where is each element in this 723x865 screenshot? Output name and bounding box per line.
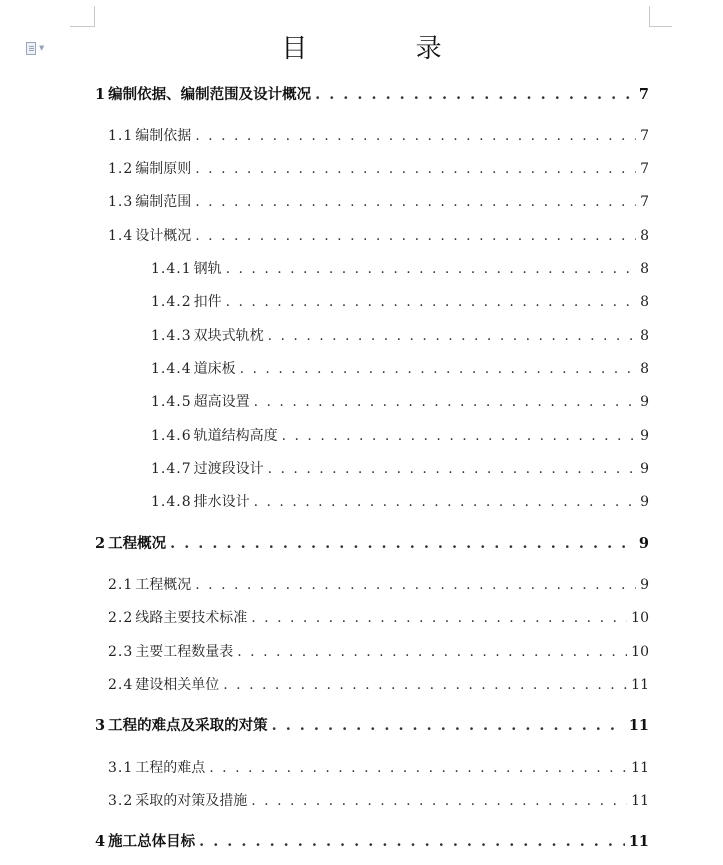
toc-entry-level-2[interactable] — [108, 676, 649, 694]
toc-dot-leader — [315, 86, 635, 104]
toc-entry-label: 编制依据 — [135, 128, 192, 144]
toc-entry-level-2[interactable] — [108, 160, 649, 178]
toc-entry-level-3[interactable] — [151, 493, 649, 511]
toc-entry-page-number: 8 — [640, 294, 649, 310]
toc-entry-page-number: 8 — [640, 261, 649, 277]
toc-entry-number: 2.4 — [108, 677, 134, 693]
toc-entry-level-3[interactable] — [151, 460, 649, 478]
toc-entry-number: 1.4.5 — [151, 394, 192, 410]
toc-entry-page-number: 10 — [631, 644, 649, 660]
toc-entry-number: 2.3 — [108, 644, 134, 660]
toc-entry-label: 建设相关单位 — [135, 677, 220, 693]
toc-dot-leader — [272, 717, 625, 735]
toc-entry-number: 1.2 — [108, 161, 134, 177]
toc-entry-label: 设计概况 — [135, 228, 192, 244]
toc-dot-leader — [223, 676, 627, 694]
toc-entry-label: 超高设置 — [193, 394, 250, 410]
toc-entry-page-number: 9 — [640, 394, 649, 410]
toc-dot-leader — [195, 576, 636, 594]
toc-dot-leader — [251, 609, 627, 627]
toc-entry-page-number: 7 — [640, 194, 649, 210]
toc-entry-label: 线路主要技术标准 — [135, 610, 248, 626]
toc-entry-label: 过渡段设计 — [193, 461, 264, 477]
toc-entry-level-2[interactable] — [108, 127, 649, 145]
toc-dot-leader — [268, 460, 636, 478]
toc-entry-level-3[interactable] — [151, 293, 649, 311]
toc-dot-leader — [209, 759, 627, 777]
toc-entry-level-2[interactable] — [108, 792, 649, 810]
toc-entry-label: 主要工程数量表 — [135, 644, 234, 660]
toc-entry-number: 3.2 — [108, 793, 134, 809]
toc-entry-level-3[interactable] — [151, 327, 649, 345]
toc-dot-leader — [226, 260, 636, 278]
toc-entry-page-number: 9 — [640, 577, 649, 593]
chevron-down-icon: ▼ — [39, 44, 45, 52]
toc-entry-level-1[interactable] — [95, 86, 649, 104]
toc-dot-leader — [195, 160, 636, 178]
toc-entry-page-number: 11 — [631, 677, 649, 693]
toc-entry-page-number: 8 — [640, 328, 649, 344]
toc-entry-label: 采取的对策及措施 — [135, 793, 248, 809]
toc-entry-label: 轨道结构高度 — [193, 428, 278, 444]
toc-entry-level-1[interactable] — [95, 833, 649, 851]
toc-dot-leader — [254, 393, 636, 411]
toc-entry-label: 钢轨 — [193, 261, 222, 277]
toc-entry-label: 双块式轨枕 — [193, 328, 264, 344]
toc-entry-level-2[interactable] — [108, 193, 649, 211]
toc-entry-page-number: 10 — [631, 610, 649, 626]
toc-entry-number: 1.3 — [108, 194, 134, 210]
toc-entry-page-number: 8 — [640, 228, 649, 244]
toc-dot-leader — [226, 293, 636, 311]
toc-entry-level-1[interactable] — [95, 717, 649, 735]
toc-entry-label: 道床板 — [193, 361, 236, 377]
toc-dot-leader — [199, 833, 625, 851]
toc-entry-level-2[interactable] — [108, 227, 649, 245]
page-corner-mark-top-left — [70, 6, 95, 27]
toc-dot-leader — [195, 227, 636, 245]
toc-entry-page-number: 11 — [631, 793, 649, 809]
toc-entry-number: 2.1 — [108, 577, 134, 593]
toc-entry-page-number: 9 — [640, 461, 649, 477]
toc-entry-number: 4 — [95, 833, 107, 850]
toc-entry-label: 工程概况 — [108, 535, 167, 552]
toc-title: 目 录 — [281, 34, 492, 64]
toc-entry-label: 工程概况 — [135, 577, 192, 593]
toc-entry-number: 1.4.8 — [151, 494, 192, 510]
toc-entry-label: 工程的难点 — [135, 760, 206, 776]
toc-dot-leader — [195, 193, 636, 211]
toc-entry-level-2[interactable] — [108, 609, 649, 627]
toc-entry-level-3[interactable] — [151, 360, 649, 378]
toc-dot-leader — [237, 643, 627, 661]
toc-entry-level-2[interactable] — [108, 643, 649, 661]
toc-dot-leader — [251, 792, 627, 810]
toc-entry-number: 1.4.6 — [151, 428, 192, 444]
toc-dot-leader — [195, 127, 636, 145]
toc-entry-label: 排水设计 — [193, 494, 250, 510]
toc-entry-number: 1.4.2 — [151, 294, 192, 310]
toc-entry-page-number: 9 — [640, 428, 649, 444]
toc-entry-number: 1.4.4 — [151, 361, 192, 377]
toc-entry-page-number: 9 — [638, 535, 649, 552]
toc-dot-leader — [254, 493, 636, 511]
toc-dot-leader — [170, 535, 635, 553]
toc-entry-page-number: 11 — [631, 760, 649, 776]
toc-entry-label: 施工总体目标 — [108, 833, 196, 850]
toc-dot-leader — [268, 327, 636, 345]
toc-entry-label: 扣件 — [193, 294, 222, 310]
toc-entry-label: 工程的难点及采取的对策 — [108, 717, 268, 734]
toc-entry-label: 编制原则 — [135, 161, 192, 177]
page-corner-mark-top-right — [649, 6, 672, 27]
toc-entry-number: 1.4 — [108, 228, 134, 244]
toc-entry-page-number: 9 — [640, 494, 649, 510]
toc-entry-label: 编制范围 — [135, 194, 192, 210]
toc-entry-page-number: 8 — [640, 361, 649, 377]
toc-entry-number: 1 — [95, 86, 107, 103]
toc-entry-number: 3 — [95, 717, 107, 734]
toc-entry-number: 3.1 — [108, 760, 134, 776]
toc-entry-number: 2.2 — [108, 610, 134, 626]
toc-entry-level-2[interactable] — [108, 576, 649, 594]
toc-entry-number: 1.4.1 — [151, 261, 192, 277]
toc-entry-level-2[interactable] — [108, 759, 649, 777]
toc-entry-number: 1.4.7 — [151, 461, 192, 477]
toc-entry-level-3[interactable] — [151, 427, 649, 445]
toc-entry-page-number: 7 — [638, 86, 649, 103]
toc-entry-level-1[interactable] — [95, 535, 649, 553]
toc-entry-page-number: 7 — [640, 161, 649, 177]
toc-entry-level-3[interactable] — [151, 260, 649, 278]
toc-entry-page-number: 11 — [628, 717, 649, 734]
toc-entry-number: 1.4.3 — [151, 328, 192, 344]
toc-entry-page-number: 7 — [640, 128, 649, 144]
toc-entry-level-3[interactable] — [151, 393, 649, 411]
toc-entry-number: 1.1 — [108, 128, 134, 144]
toc-dot-leader — [240, 360, 636, 378]
toc-entry-page-number: 11 — [628, 833, 649, 850]
toc-entry-number: 2 — [95, 535, 107, 552]
toc-entry-label: 编制依据、编制范围及设计概况 — [108, 86, 312, 103]
toc-dot-leader — [282, 427, 636, 445]
